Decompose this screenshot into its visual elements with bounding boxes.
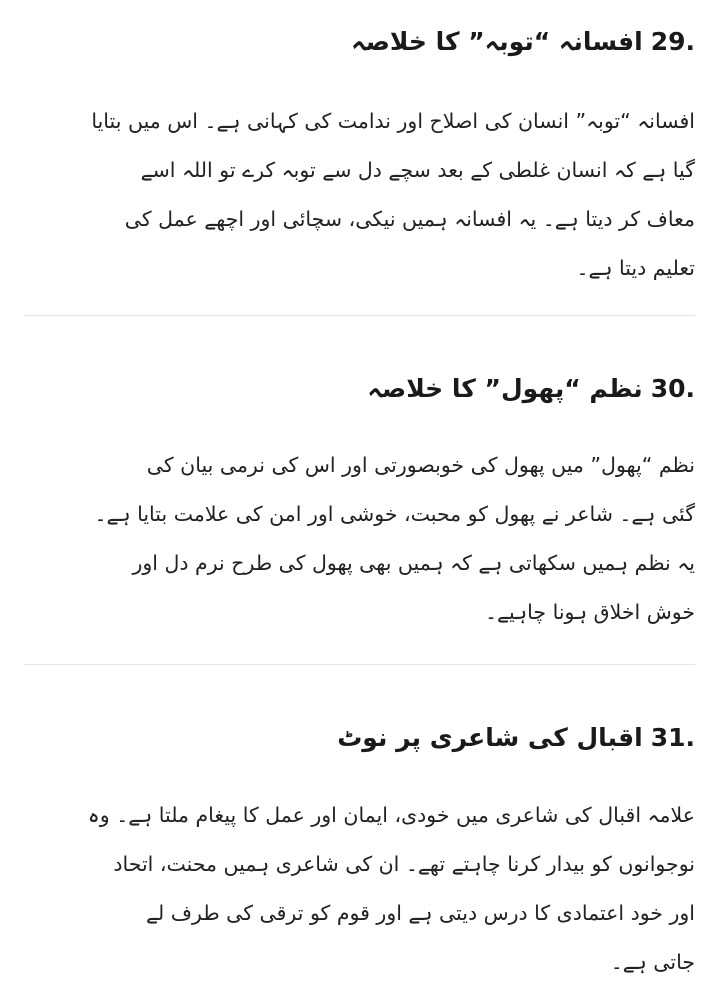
- paragraph-line: اور خود اعتمادی کا درس دیتی ہے اور قوم کو ترقی کی طرف لے: [146, 901, 695, 925]
- section-paragraph: [24, 791, 695, 987]
- section-title: اقبال کی شاعری پر نوٹ: [337, 723, 643, 752]
- section-31-iqbal-note: [24, 718, 695, 987]
- paragraph-line: گئی ہے۔ شاعر نے پھول کو محبت، خوشی اور امن کی علامت بتایا ہے۔: [94, 502, 695, 526]
- section-29-tauba-summary: [24, 22, 695, 293]
- section-30-phool-summary: [24, 369, 695, 637]
- paragraph-line: افسانہ “توبہ” انسان کی اصلاح اور ندامت کی کہانی ہے۔ اس میں بتایا: [91, 109, 695, 133]
- section-title: نظم “پھول” کا خلاصہ: [367, 374, 643, 403]
- section-heading: [24, 718, 695, 758]
- section-heading: [24, 369, 695, 409]
- section-divider: [24, 664, 695, 665]
- paragraph-line: نوجوانوں کو بیدار کرنا چاہتے تھے۔ ان کی شاعری ہمیں محنت، اتحاد: [113, 852, 695, 876]
- paragraph-line: نظم “پھول” میں پھول کی خوبصورتی اور اس کی نرمی بیان کی: [146, 453, 695, 477]
- section-paragraph: [24, 441, 695, 637]
- section-number: 31.: [650, 723, 695, 752]
- paragraph-line: جاتی ہے۔: [610, 950, 695, 974]
- section-paragraph: [24, 97, 695, 293]
- paragraph-line: تعلیم دیتا ہے۔: [576, 256, 695, 280]
- paragraph-line: علامہ اقبال کی شاعری میں خودی، ایمان اور عمل کا پیغام ملتا ہے۔ وہ: [87, 803, 695, 827]
- section-divider: [24, 315, 695, 316]
- section-number: 29.: [650, 27, 695, 56]
- paragraph-line: یہ نظم ہمیں سکھاتی ہے کہ ہمیں بھی پھول کی طرح نرم دل اور: [132, 551, 695, 575]
- paragraph-line: گیا ہے کہ انسان غلطی کے بعد سچے دل سے توبہ کرے تو اللہ اسے: [140, 158, 695, 182]
- section-number: 30.: [650, 374, 695, 403]
- section-title: افسانہ “توبہ” کا خلاصہ: [351, 27, 643, 56]
- section-heading: [24, 22, 695, 62]
- paragraph-line: معاف کر دیتا ہے۔ یہ افسانہ ہمیں نیکی، سچائی اور اچھے عمل کی: [124, 207, 695, 231]
- paragraph-line: خوش اخلاق ہونا چاہیے۔: [484, 600, 695, 624]
